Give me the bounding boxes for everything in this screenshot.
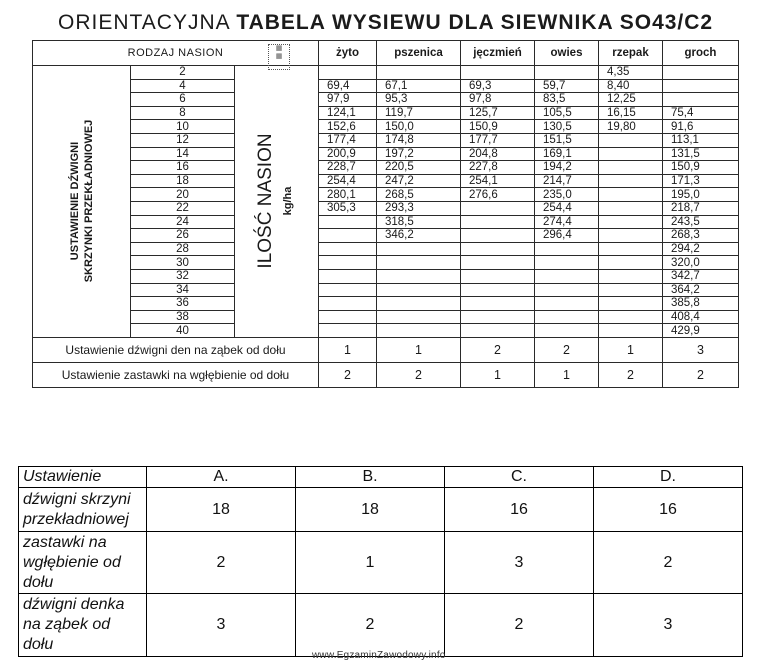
seed-rate-cell — [599, 324, 663, 338]
answer-cell: 18 — [296, 488, 445, 532]
seed-rate-cell: 197,2 — [377, 147, 461, 161]
seed-rate-cell — [599, 174, 663, 188]
answer-cell: 3 — [147, 594, 296, 657]
seeding-table-row — [33, 93, 739, 107]
column-header: żyto — [319, 41, 377, 66]
answer-cell: 16 — [445, 488, 594, 532]
seed-rate-cell — [599, 283, 663, 297]
seed-rate-cell: 171,3 — [663, 174, 739, 188]
seed-rate-cell — [461, 201, 535, 215]
answer-table-body — [19, 467, 743, 657]
seed-rate-cell — [319, 324, 377, 338]
seed-rate-cell: 195,0 — [663, 188, 739, 202]
seed-rate-cell: 125,7 — [461, 106, 535, 120]
seed-rate-cell: 16,15 — [599, 106, 663, 120]
seed-rate-cell — [461, 66, 535, 80]
seed-rate-cell: 318,5 — [377, 215, 461, 229]
lever-position-cell: 4 — [131, 79, 235, 93]
seeding-table-row — [33, 201, 739, 215]
seed-rate-cell: 280,1 — [319, 188, 377, 202]
seeding-table-row — [33, 215, 739, 229]
seed-rate-cell: 268,3 — [663, 229, 739, 243]
seed-rate-cell: 254,4 — [535, 201, 599, 215]
setting-value-cell: 2 — [663, 362, 739, 387]
seed-rate-cell — [319, 256, 377, 270]
lever-position-cell: 40 — [131, 324, 235, 338]
seed-rate-cell — [377, 310, 461, 324]
lever-position-cell: 38 — [131, 310, 235, 324]
seed-rate-cell — [599, 242, 663, 256]
seed-rate-cell: 150,0 — [377, 120, 461, 134]
seed-rate-cell: 67,1 — [377, 79, 461, 93]
seeding-table-row — [33, 229, 739, 243]
answer-cell: 3 — [445, 532, 594, 594]
answer-cell: 3 — [594, 594, 743, 657]
seed-rate-cell — [377, 66, 461, 80]
scan-stamp-icon: ▦ ▦ — [268, 44, 290, 70]
seed-rate-cell: 294,2 — [663, 242, 739, 256]
lever-position-cell: 34 — [131, 283, 235, 297]
seed-rate-cell — [663, 93, 739, 107]
seed-rate-cell: 385,8 — [663, 297, 739, 311]
lever-position-cell: 28 — [131, 242, 235, 256]
answer-row-gearbox-lever — [19, 488, 743, 532]
seed-rate-cell — [535, 283, 599, 297]
answer-cell: 1 — [296, 532, 445, 594]
seed-rate-cell: 105,5 — [535, 106, 599, 120]
seeding-table-body — [33, 66, 739, 388]
setting-value-cell: 1 — [319, 337, 377, 362]
seed-rate-cell — [663, 66, 739, 80]
seed-rate-cell: 364,2 — [663, 283, 739, 297]
seed-rate-cell — [535, 297, 599, 311]
option-a-header: A. — [147, 467, 296, 488]
seed-rate-cell: 194,2 — [535, 161, 599, 175]
lever-position-cell: 8 — [131, 106, 235, 120]
seed-rate-cell — [319, 215, 377, 229]
answer-cell: 2 — [147, 532, 296, 594]
seed-rate-cell: 97,9 — [319, 93, 377, 107]
answer-cell: 16 — [594, 488, 743, 532]
setting-value-cell: 2 — [377, 362, 461, 387]
seed-rate-cell: 200,9 — [319, 147, 377, 161]
seed-rate-cell — [535, 324, 599, 338]
seed-rate-cell — [377, 283, 461, 297]
column-header: pszenica — [377, 41, 461, 66]
seed-rate-cell — [599, 147, 663, 161]
seed-rate-cell: 95,3 — [377, 93, 461, 107]
lever-position-cell: 20 — [131, 188, 235, 202]
site-footer-text: www.EgzaminZawodowy.info — [312, 650, 446, 661]
seeding-table-row — [33, 256, 739, 270]
seeding-table-scan — [30, 8, 760, 390]
seed-rate-cell — [319, 297, 377, 311]
seed-rate-cell: 214,7 — [535, 174, 599, 188]
seed-rate-cell: 83,5 — [535, 93, 599, 107]
seed-rate-cell — [377, 256, 461, 270]
setting-value-cell: 3 — [663, 337, 739, 362]
lever-setting-label-text — [68, 120, 96, 283]
seed-rate-cell: 59,7 — [535, 79, 599, 93]
seed-rate-cell: 131,5 — [663, 147, 739, 161]
seed-rate-cell — [461, 215, 535, 229]
seed-rate-cell: 408,4 — [663, 310, 739, 324]
seeding-table-row — [33, 174, 739, 188]
seed-rate-cell: 177,4 — [319, 133, 377, 147]
seed-rate-cell — [599, 297, 663, 311]
seed-rate-cell: 296,4 — [535, 229, 599, 243]
lever-setting-vertical-label — [33, 66, 131, 338]
seed-rate-cell: 69,3 — [461, 79, 535, 93]
seed-rate-cell: 150,9 — [663, 161, 739, 175]
seed-rate-cell: 169,1 — [535, 147, 599, 161]
seed-rate-cell — [319, 229, 377, 243]
column-header: jęczmień — [461, 41, 535, 66]
seed-rate-cell — [461, 310, 535, 324]
seed-rate-cell: 124,1 — [319, 106, 377, 120]
seeding-table-row — [33, 133, 739, 147]
seed-rate-cell: 151,5 — [535, 133, 599, 147]
seeding-table-row — [33, 283, 739, 297]
seed-rate-cell: 150,9 — [461, 120, 535, 134]
answer-row-label: dźwigni skrzyni przekładniowej — [19, 488, 147, 532]
seed-rate-cell: 130,5 — [535, 120, 599, 134]
seed-rate-cell — [599, 269, 663, 283]
seed-rate-cell — [461, 256, 535, 270]
seed-rate-cell: 204,8 — [461, 147, 535, 161]
answer-row-gate — [19, 532, 743, 594]
seed-rate-cell: 91,6 — [663, 120, 739, 134]
seed-rate-cell: 276,6 — [461, 188, 535, 202]
seeding-table-row — [33, 242, 739, 256]
seed-rate-cell — [461, 269, 535, 283]
lever-position-cell: 32 — [131, 269, 235, 283]
seed-rate-cell — [461, 283, 535, 297]
setting-row-label: Ustawienie zastawki na wgłębienie od dołu — [33, 362, 319, 387]
seed-rate-cell: 97,8 — [461, 93, 535, 107]
seeding-table-title — [30, 8, 760, 38]
option-b-header: B. — [296, 467, 445, 488]
seed-amount-unit: kg/ha — [281, 187, 294, 216]
seed-rate-cell — [319, 66, 377, 80]
seed-rate-cell — [535, 256, 599, 270]
setting-value-cell: 1 — [461, 362, 535, 387]
seed-rate-cell: 320,0 — [663, 256, 739, 270]
seed-rate-cell: 113,1 — [663, 133, 739, 147]
seed-rate-cell — [599, 215, 663, 229]
answer-cell: 18 — [147, 488, 296, 532]
setting-value-cell: 1 — [599, 337, 663, 362]
seed-rate-cell: 4,35 — [599, 66, 663, 80]
seeding-table-row — [33, 106, 739, 120]
seed-rate-cell — [663, 79, 739, 93]
seeding-table-row — [33, 324, 739, 338]
seed-rate-cell: 274,4 — [535, 215, 599, 229]
seeding-table-row — [33, 269, 739, 283]
seed-rate-cell — [599, 133, 663, 147]
seed-rate-cell — [377, 297, 461, 311]
seed-rate-cell — [319, 242, 377, 256]
setting-value-cell: 2 — [319, 362, 377, 387]
seed-rate-cell: 119,7 — [377, 106, 461, 120]
seed-rate-cell — [535, 310, 599, 324]
seed-rate-cell — [535, 269, 599, 283]
seed-rate-cell: 429,9 — [663, 324, 739, 338]
seed-rate-cell — [377, 269, 461, 283]
setting-value-cell: 2 — [599, 362, 663, 387]
seed-rate-cell — [599, 229, 663, 243]
lever-position-cell: 26 — [131, 229, 235, 243]
seeding-table-setting-row — [33, 337, 739, 362]
setting-value-cell: 2 — [461, 337, 535, 362]
answer-row-label: zastawki na wgłębienie od dołu — [19, 532, 147, 594]
seed-rate-cell — [599, 256, 663, 270]
seed-rate-cell: 177,7 — [461, 133, 535, 147]
seed-rate-cell: 8,40 — [599, 79, 663, 93]
title-bold: TABELA WYSIEWU DLA SIEWNIKA SO43/C2 — [236, 11, 714, 34]
seed-rate-cell: 69,4 — [319, 79, 377, 93]
setting-value-cell: 2 — [535, 337, 599, 362]
seed-rate-cell — [461, 242, 535, 256]
seed-rate-cell: 342,7 — [663, 269, 739, 283]
answer-cell: 2 — [445, 594, 594, 657]
answer-row-label: dźwigni denka na ząbek od dołu — [19, 594, 147, 657]
seed-rate-cell: 218,7 — [663, 201, 739, 215]
answer-header-row — [19, 467, 743, 488]
seed-rate-cell — [319, 310, 377, 324]
seed-rate-cell: 174,8 — [377, 133, 461, 147]
lever-label-line-1: USTAWIENIE DŹWIGNI — [68, 142, 81, 261]
title-lead: ORIENTACYJNA — [58, 11, 237, 34]
seed-rate-cell: 268,5 — [377, 188, 461, 202]
seed-rate-cell — [535, 66, 599, 80]
lever-position-cell: 10 — [131, 120, 235, 134]
seed-rate-cell — [599, 310, 663, 324]
seed-rate-cell: 305,3 — [319, 201, 377, 215]
lever-position-cell: 6 — [131, 93, 235, 107]
answer-row-bottom-lever — [19, 594, 743, 657]
lever-position-cell: 14 — [131, 147, 235, 161]
seeding-table-row — [33, 161, 739, 175]
lever-position-cell: 12 — [131, 133, 235, 147]
rodzaj-nasion-header: RODZAJ NASION — [33, 41, 319, 66]
column-header: rzepak — [599, 41, 663, 66]
seed-rate-cell: 152,6 — [319, 120, 377, 134]
answer-cell: 2 — [296, 594, 445, 657]
seeding-table-row — [33, 310, 739, 324]
seed-rate-cell — [319, 269, 377, 283]
option-d-header: D. — [594, 467, 743, 488]
answer-cell: 2 — [594, 532, 743, 594]
seed-rate-cell: 235,0 — [535, 188, 599, 202]
seeding-table-row — [33, 120, 739, 134]
lever-position-cell: 30 — [131, 256, 235, 270]
lever-position-cell: 36 — [131, 297, 235, 311]
column-header: groch — [663, 41, 739, 66]
seed-rate-cell: 19,80 — [599, 120, 663, 134]
seed-rate-cell: 12,25 — [599, 93, 663, 107]
seed-rate-cell — [461, 297, 535, 311]
seed-amount-vertical-label — [235, 66, 319, 338]
seed-amount-label-text — [255, 134, 299, 269]
seed-rate-cell: 220,5 — [377, 161, 461, 175]
option-c-header: C. — [445, 467, 594, 488]
answer-header-label: Ustawienie — [19, 467, 147, 488]
seed-rate-cell: 346,2 — [377, 229, 461, 243]
seed-rate-cell — [461, 324, 535, 338]
lever-position-cell: 24 — [131, 215, 235, 229]
seed-rate-cell: 254,1 — [461, 174, 535, 188]
lever-position-cell: 2 — [131, 66, 235, 80]
answer-table — [18, 466, 743, 657]
lever-label-line-2: SKRZYNKI PRZEKŁADNIOWEJ — [82, 120, 95, 283]
seeding-table-setting-row — [33, 362, 739, 387]
lever-position-cell: 16 — [131, 161, 235, 175]
seed-rate-cell — [377, 242, 461, 256]
seed-rate-cell — [461, 229, 535, 243]
lever-position-cell: 18 — [131, 174, 235, 188]
seeding-table-row — [33, 297, 739, 311]
setting-value-cell: 1 — [535, 362, 599, 387]
seeding-rate-table — [32, 40, 739, 388]
seed-rate-cell: 227,8 — [461, 161, 535, 175]
seed-rate-cell: 254,4 — [319, 174, 377, 188]
seed-rate-cell: 228,7 — [319, 161, 377, 175]
seeding-table-row — [33, 66, 739, 80]
seed-rate-cell — [599, 188, 663, 202]
seed-rate-cell — [319, 283, 377, 297]
seed-rate-cell: 247,2 — [377, 174, 461, 188]
seed-rate-cell: 243,5 — [663, 215, 739, 229]
seed-rate-cell — [377, 324, 461, 338]
seed-amount-label: ILOŚĆ NASION — [254, 133, 276, 270]
seed-rate-cell — [599, 201, 663, 215]
lever-position-cell: 22 — [131, 201, 235, 215]
seeding-table-row — [33, 188, 739, 202]
seeding-table-header-row — [33, 41, 739, 66]
seed-rate-cell — [535, 242, 599, 256]
seed-rate-cell: 293,3 — [377, 201, 461, 215]
setting-row-label: Ustawienie dźwigni den na ząbek od dołu — [33, 337, 319, 362]
seed-rate-cell — [599, 161, 663, 175]
setting-value-cell: 1 — [377, 337, 461, 362]
column-header: owies — [535, 41, 599, 66]
seed-rate-cell: 75,4 — [663, 106, 739, 120]
seeding-table-row — [33, 79, 739, 93]
seeding-table-row — [33, 147, 739, 161]
